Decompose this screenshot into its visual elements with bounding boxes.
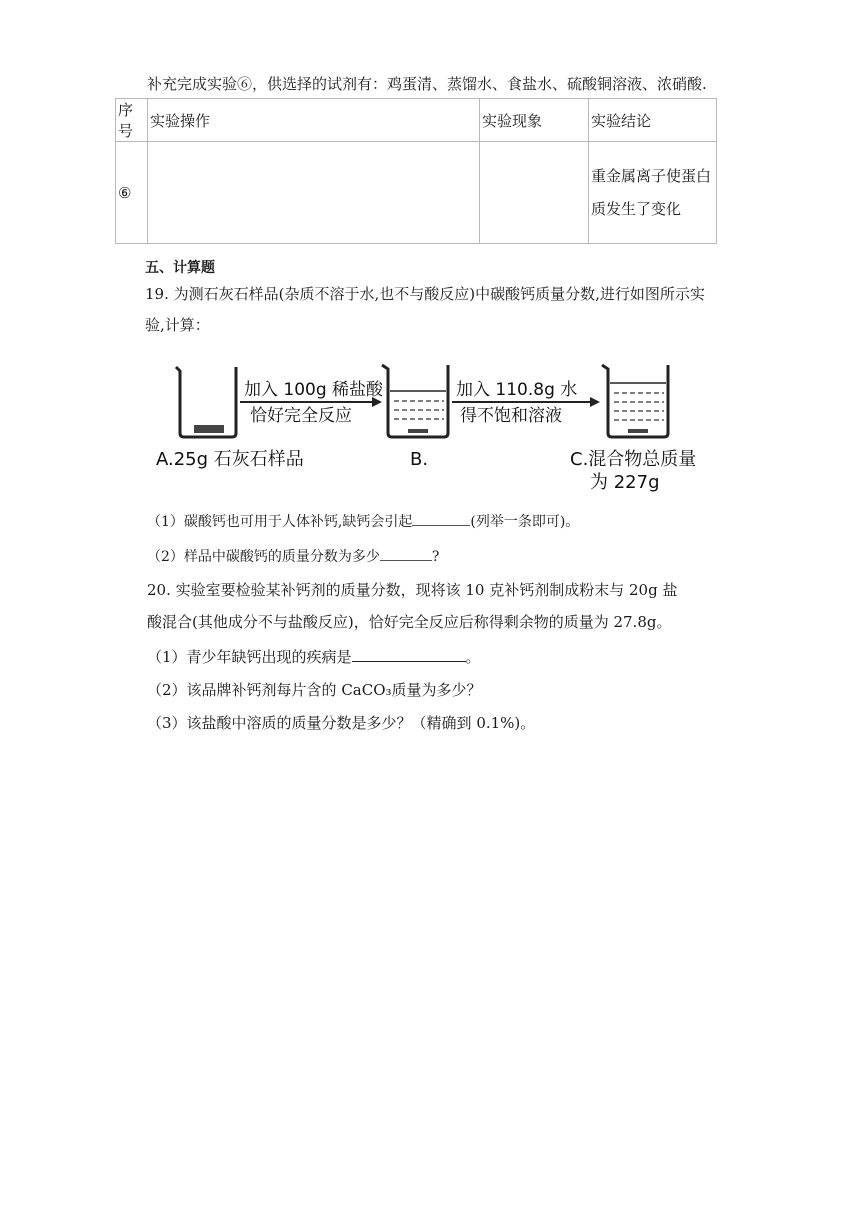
q20-line1: 20. 实验室要检验某补钙剂的质量分数，现将该 10 克补钙剂制成粉末与 20g 盐 (147, 581, 678, 599)
q19-sub2 (147, 546, 439, 567)
table-header-row (116, 99, 717, 142)
label-a: A.25g 石灰石样品 (156, 449, 304, 470)
row-phenomenon-cell[interactable] (480, 142, 589, 244)
label-c-line2: 为 227g (590, 472, 660, 493)
header-conclusion: 实验结论 (589, 99, 717, 142)
q20-line2: 酸混合(其他成分不与盐酸反应)，恰好完全反应后称得剩余物的质量为 27.8g。 (147, 613, 672, 631)
experiment-table (115, 98, 717, 244)
row-operation-cell[interactable] (148, 142, 480, 244)
arrow1-top-label: 加入 100g 稀盐酸 (244, 380, 384, 400)
header-operation: 实验操作 (148, 99, 480, 142)
q19-sub1-blank[interactable] (412, 511, 470, 526)
conclusion-line1: 重金属离子使蛋白 (591, 166, 712, 185)
conclusion-line2: 质发生了变化 (591, 199, 682, 218)
table-row (116, 142, 717, 244)
q20-sub3: （3）该盐酸中溶质的质量分数是多少？（精确到 0.1%)。 (147, 714, 536, 732)
q20-sub1-tail: 。 (465, 648, 481, 666)
arrow-2 (452, 380, 600, 426)
experiment-diagram (150, 355, 710, 495)
section-title: 五、计算题 (145, 260, 215, 276)
beaker-a-icon (176, 367, 236, 437)
q19-line2: 验,计算： (145, 316, 210, 334)
arrow-1 (240, 380, 384, 426)
row-conclusion-cell (589, 142, 717, 244)
beaker-c-icon (602, 365, 668, 437)
q20-sub2: （2）该品牌补钙剂每片含的 CaCO₃质量为多少？ (147, 681, 482, 699)
row-index: ⑥ (116, 142, 148, 244)
arrow2-bottom-label: 得不饱和溶液 (460, 406, 562, 426)
q19-sub1 (147, 511, 579, 532)
header-phenomenon: 实验现象 (480, 99, 589, 142)
header-index: 序号 (116, 99, 148, 142)
q20-sub1 (147, 647, 481, 667)
q20-sub1-text: （1）青少年缺钙出现的疾病是 (147, 648, 352, 666)
q20-sub1-blank[interactable] (352, 647, 466, 662)
label-c-line1: C.混合物总质量 (570, 449, 697, 470)
q19-sub1-text: （1）碳酸钙也可用于人体补钙,缺钙会引起 (147, 514, 413, 530)
beaker-b-icon (382, 365, 448, 437)
q19-sub1-tail: (列举一条即可)。 (470, 514, 580, 530)
arrow2-top-label: 加入 110.8g 水 (456, 380, 578, 400)
q19-sub2-text: （2）样品中碳酸钙的质量分数为多少 (147, 549, 380, 565)
label-b: B. (410, 449, 429, 470)
q19-sub2-blank[interactable] (380, 546, 432, 561)
q19-sub2-tail: ? (431, 549, 440, 565)
intro-text: 补充完成实验⑥，供选择的试剂有：鸡蛋清、蒸馏水、食盐水、硫酸铜溶液、浓硝酸. (147, 75, 707, 93)
q19-line1: 19. 为测石灰石样品(杂质不溶于水,也不与酸反应)中碳酸钙质量分数,进行如图所示实 (145, 285, 705, 303)
arrow1-bottom-label: 恰好完全反应 (250, 406, 352, 426)
